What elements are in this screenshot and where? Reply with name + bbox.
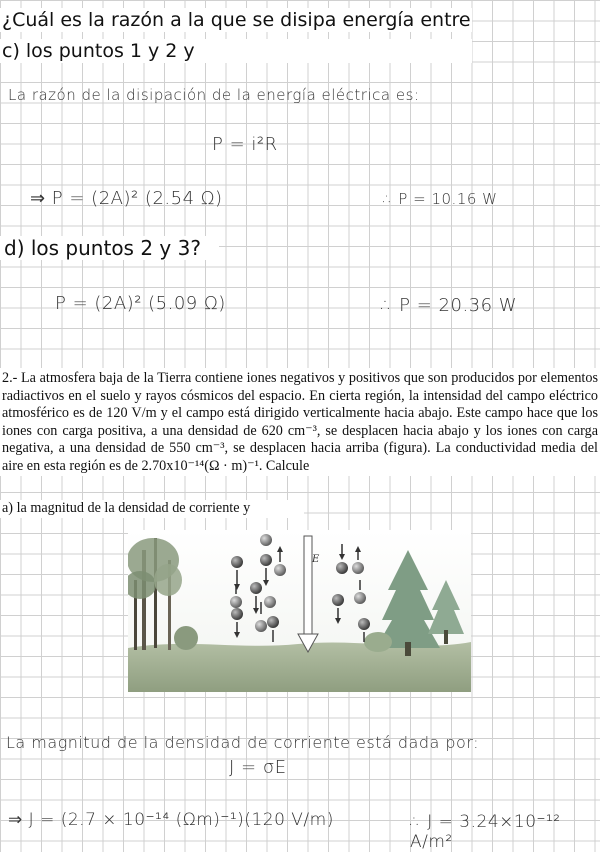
answer-c-calculation: ⇒ P = (2A)² (2.54 Ω) <box>30 188 223 209</box>
atmosphere-ions-figure <box>128 530 471 692</box>
question-c-line1: ¿Cuál es la razón a la que se disipa energía entre <box>2 9 471 31</box>
question-d: d) los puntos 2 y 3? <box>0 236 219 260</box>
problem-2-text: 2.- La atmosfera baja de la Tierra contiene iones negativos y positivos que son producidos por elementos radiactivos en el suelo y rayos cósmicos del espacio. En cierta región, la intensidad del campo eléctrico atmosférico es de 120 V/m y el campo está dirigido verticalmente hacia abajo. Este campo hace que los iones con carga positiva, a una densidad de 620 cm⁻³, se desplacen hacia abajo y los iones con carga negativa, a una densidad de 550 cm⁻³, se desplacen hacia arriba (figura). La conductividad media del aire en esta región es de 2.70x10⁻¹⁴(Ω · m)⁻¹. Calcule <box>0 368 600 476</box>
answer-d-result: ∴ P = 20.36 W <box>381 295 518 316</box>
answer-a-intro: La magnitud de la densidad de corriente está dada por: <box>6 733 480 752</box>
answer-c-formula: P = i²R <box>212 134 278 155</box>
answer-a-calculation: ⇒ J = (2.7 × 10⁻¹⁴ (Ωm)⁻¹)(120 V/m) <box>8 810 334 830</box>
answer-c-intro: La razón de la disipación de la energía eléctrica es: <box>8 86 420 104</box>
question-c-line2: c) los puntos 1 y 2 y <box>0 39 472 63</box>
answer-c-result: ∴ P = 10.16 W <box>383 190 498 208</box>
answer-d-calculation: P = (2A)² (5.09 Ω) <box>55 293 226 314</box>
problem-2-subquestion: a) la magnitud de la densidad de corriente y <box>0 500 304 518</box>
answer-a-formula: J = σE <box>229 757 287 778</box>
ground <box>128 642 471 692</box>
field-label: E <box>312 554 320 565</box>
ion-negative <box>264 596 276 608</box>
answer-a-result: ∴ J = 3.24×10⁻¹² A/m² <box>410 812 561 852</box>
ion-negative <box>260 534 272 546</box>
